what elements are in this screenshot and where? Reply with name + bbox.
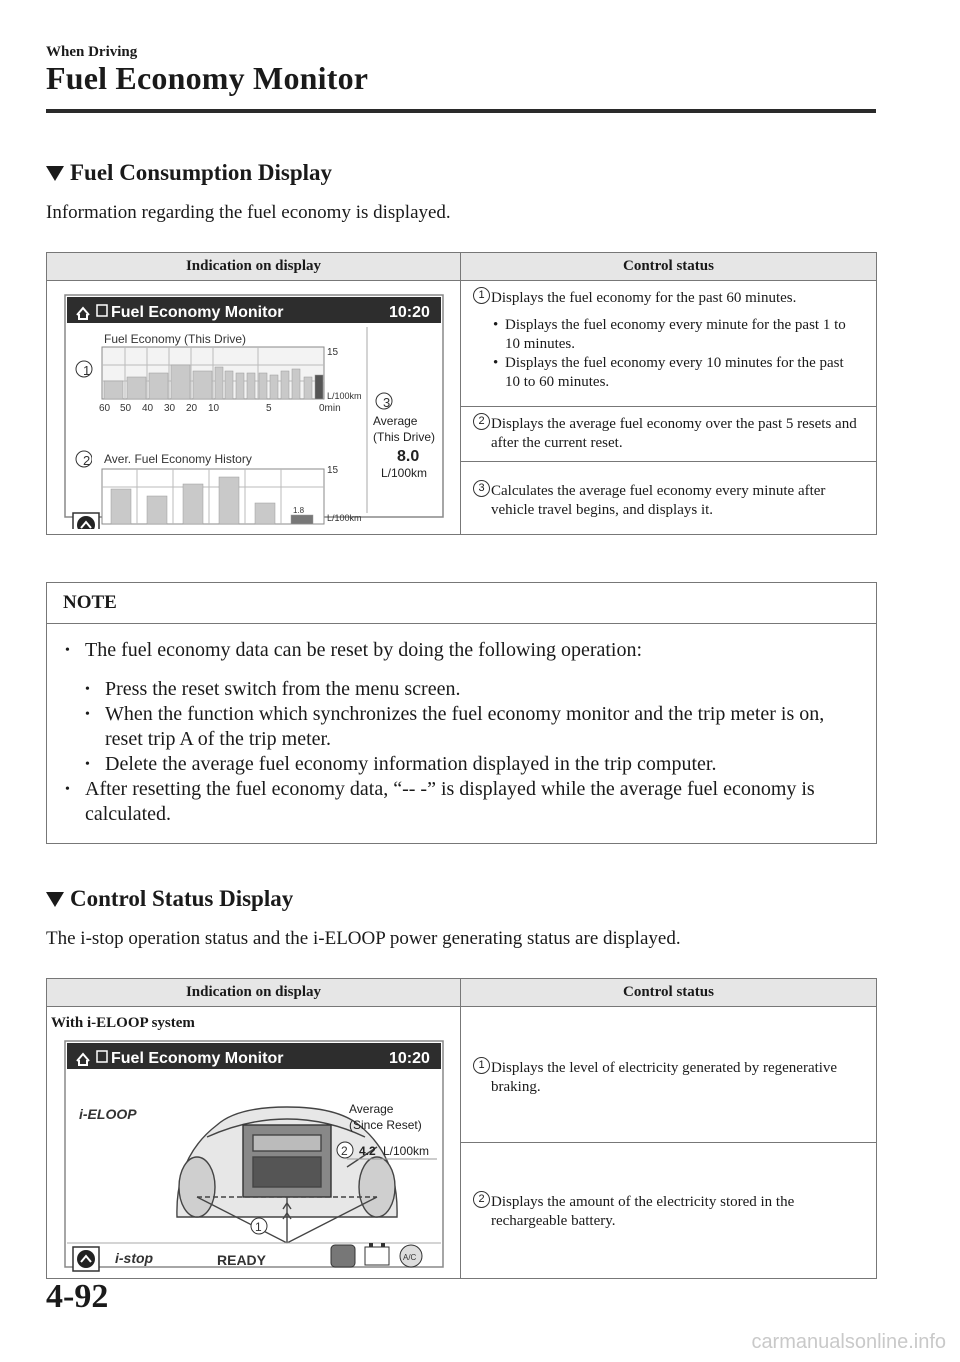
callout-2: 2 (83, 453, 91, 468)
row-text: Calculates the average fuel economy every minute after vehicle travel begins, and displays it. (491, 482, 826, 518)
panel2-unit: L/100km (327, 513, 362, 523)
table-header-indication: Indication on display (47, 253, 461, 281)
control-row-3 (461, 461, 877, 534)
control-status-heading (46, 886, 293, 912)
page-number: 4-92 (46, 1278, 109, 1315)
title-divider (46, 109, 876, 113)
note-subitem: • When the function which synchronizes the fuel economy monitor and the trip meter is on, reset trip A of the trip meter. (105, 702, 858, 752)
tick: 5 (266, 403, 272, 414)
note-subitem: • Delete the average fuel economy information displayed in the trip computer. (105, 752, 858, 777)
avg-label-2: (This Drive) (373, 430, 435, 444)
fuel-screen-cell (47, 281, 461, 535)
fuel-consumption-heading (46, 160, 332, 186)
row-number: 1 (473, 287, 490, 304)
callout-2: 2 (341, 1144, 348, 1158)
avg-value: 4.2 (359, 1144, 376, 1158)
avg-value: 8.0 (397, 448, 420, 465)
footer-watermark: carmanualsonline.info (751, 1331, 946, 1353)
table-header-control: Control status (461, 979, 877, 1007)
row-bullet: • Displays the fuel economy every minute for the past 1 to 10 minutes. (491, 316, 862, 354)
callout-1: 1 (255, 1220, 262, 1234)
screen-title: Fuel Economy Monitor (111, 1050, 284, 1067)
triangle-marker-icon (46, 166, 64, 181)
control-row-1 (461, 281, 877, 407)
note-subitem: • Press the reset switch from the menu screen. (105, 677, 858, 702)
ieloop-screen-cell (47, 1007, 461, 1279)
fuel-consumption-intro: Information regarding the fuel economy is displayed. (46, 202, 451, 223)
panel1-label: Fuel Economy (This Drive) (104, 332, 247, 346)
engine-icon (331, 1245, 355, 1267)
triangle-marker-icon (46, 892, 64, 907)
callout-1: 1 (83, 363, 91, 378)
control-status-heading-text: Control Status Display (70, 886, 294, 911)
panel1-unit: L/100km (327, 391, 362, 401)
table-header-control: Control status (461, 253, 877, 281)
control-status-intro: The i-stop operation status and the i-ELOOP power generating status are displayed. (46, 928, 681, 949)
fuel-consumption-heading-text: Fuel Consumption Display (70, 160, 333, 185)
fuel-economy-monitor-screen (47, 281, 460, 529)
control-row-2 (461, 1143, 877, 1279)
row-number: 1 (473, 1057, 490, 1074)
row-text: Displays the level of electricity generated by regenerative braking. (491, 1060, 838, 1095)
tick: 20 (186, 403, 198, 414)
istop-label: i-stop (115, 1250, 154, 1266)
panel2-max: 15 (327, 465, 339, 476)
ac-icon (400, 1245, 422, 1267)
current-value: 1.8 (293, 506, 305, 515)
panel1-max: 15 (327, 347, 339, 358)
note-item: • The fuel economy data can be reset by doing the following operation: (85, 638, 858, 663)
ieloop-label: i-ELOOP (79, 1106, 137, 1122)
screen-time: 10:20 (389, 1050, 430, 1067)
row-bullet: • Displays the fuel economy every 10 minutes for the past 10 to 60 minutes. (491, 354, 862, 392)
tick: 10 (208, 403, 220, 414)
screen-time: 10:20 (389, 304, 430, 321)
note-box (46, 582, 877, 844)
cell-label: With i-ELOOP system (51, 1015, 195, 1031)
screen-title: Fuel Economy Monitor (111, 304, 284, 321)
status-label: READY (217, 1252, 267, 1268)
tick: 0min (319, 403, 341, 414)
table-header-indication: Indication on display (47, 979, 461, 1007)
row-text: Displays the average fuel economy over the past 5 resets and after the current reset. (491, 416, 857, 452)
ac-label: A/C (403, 1253, 417, 1262)
callout-3: 3 (383, 395, 391, 410)
avg-unit: L/100km (383, 1144, 430, 1158)
chevron-up-button[interactable] (73, 513, 99, 529)
control-status-table (46, 978, 877, 1279)
control-row-1 (461, 1007, 877, 1143)
row-number: 2 (473, 413, 490, 430)
avg-unit: L/100km (381, 466, 428, 480)
page-title: Fuel Economy Monitor (46, 60, 369, 96)
ieloop-monitor-screen (47, 1037, 460, 1273)
row-text: Displays the fuel economy for the past 60 minutes. (491, 290, 797, 306)
tick: 50 (120, 403, 132, 414)
note-title: NOTE (47, 583, 876, 624)
tick: 40 (142, 403, 154, 414)
tick: 60 (99, 403, 111, 414)
row-text: Displays the amount of the electricity stored in the rechargeable battery. (491, 1194, 795, 1229)
avg-label-1: Average (373, 414, 418, 428)
note-item: • After resetting the fuel economy data, “-- -” is displayed while the average fuel economy is calculated. (85, 777, 858, 827)
row-number: 2 (473, 1191, 490, 1208)
row-number: 3 (473, 480, 490, 497)
tick: 30 (164, 403, 176, 414)
section-label: When Driving (46, 44, 138, 60)
control-row-2 (461, 407, 877, 461)
avg-label-1: Average (349, 1102, 394, 1116)
chevron-up-button[interactable] (73, 1247, 99, 1271)
avg-label-2: (Since Reset) (349, 1118, 422, 1132)
panel2-label: Aver. Fuel Economy History (104, 452, 252, 466)
fuel-consumption-table (46, 252, 877, 535)
